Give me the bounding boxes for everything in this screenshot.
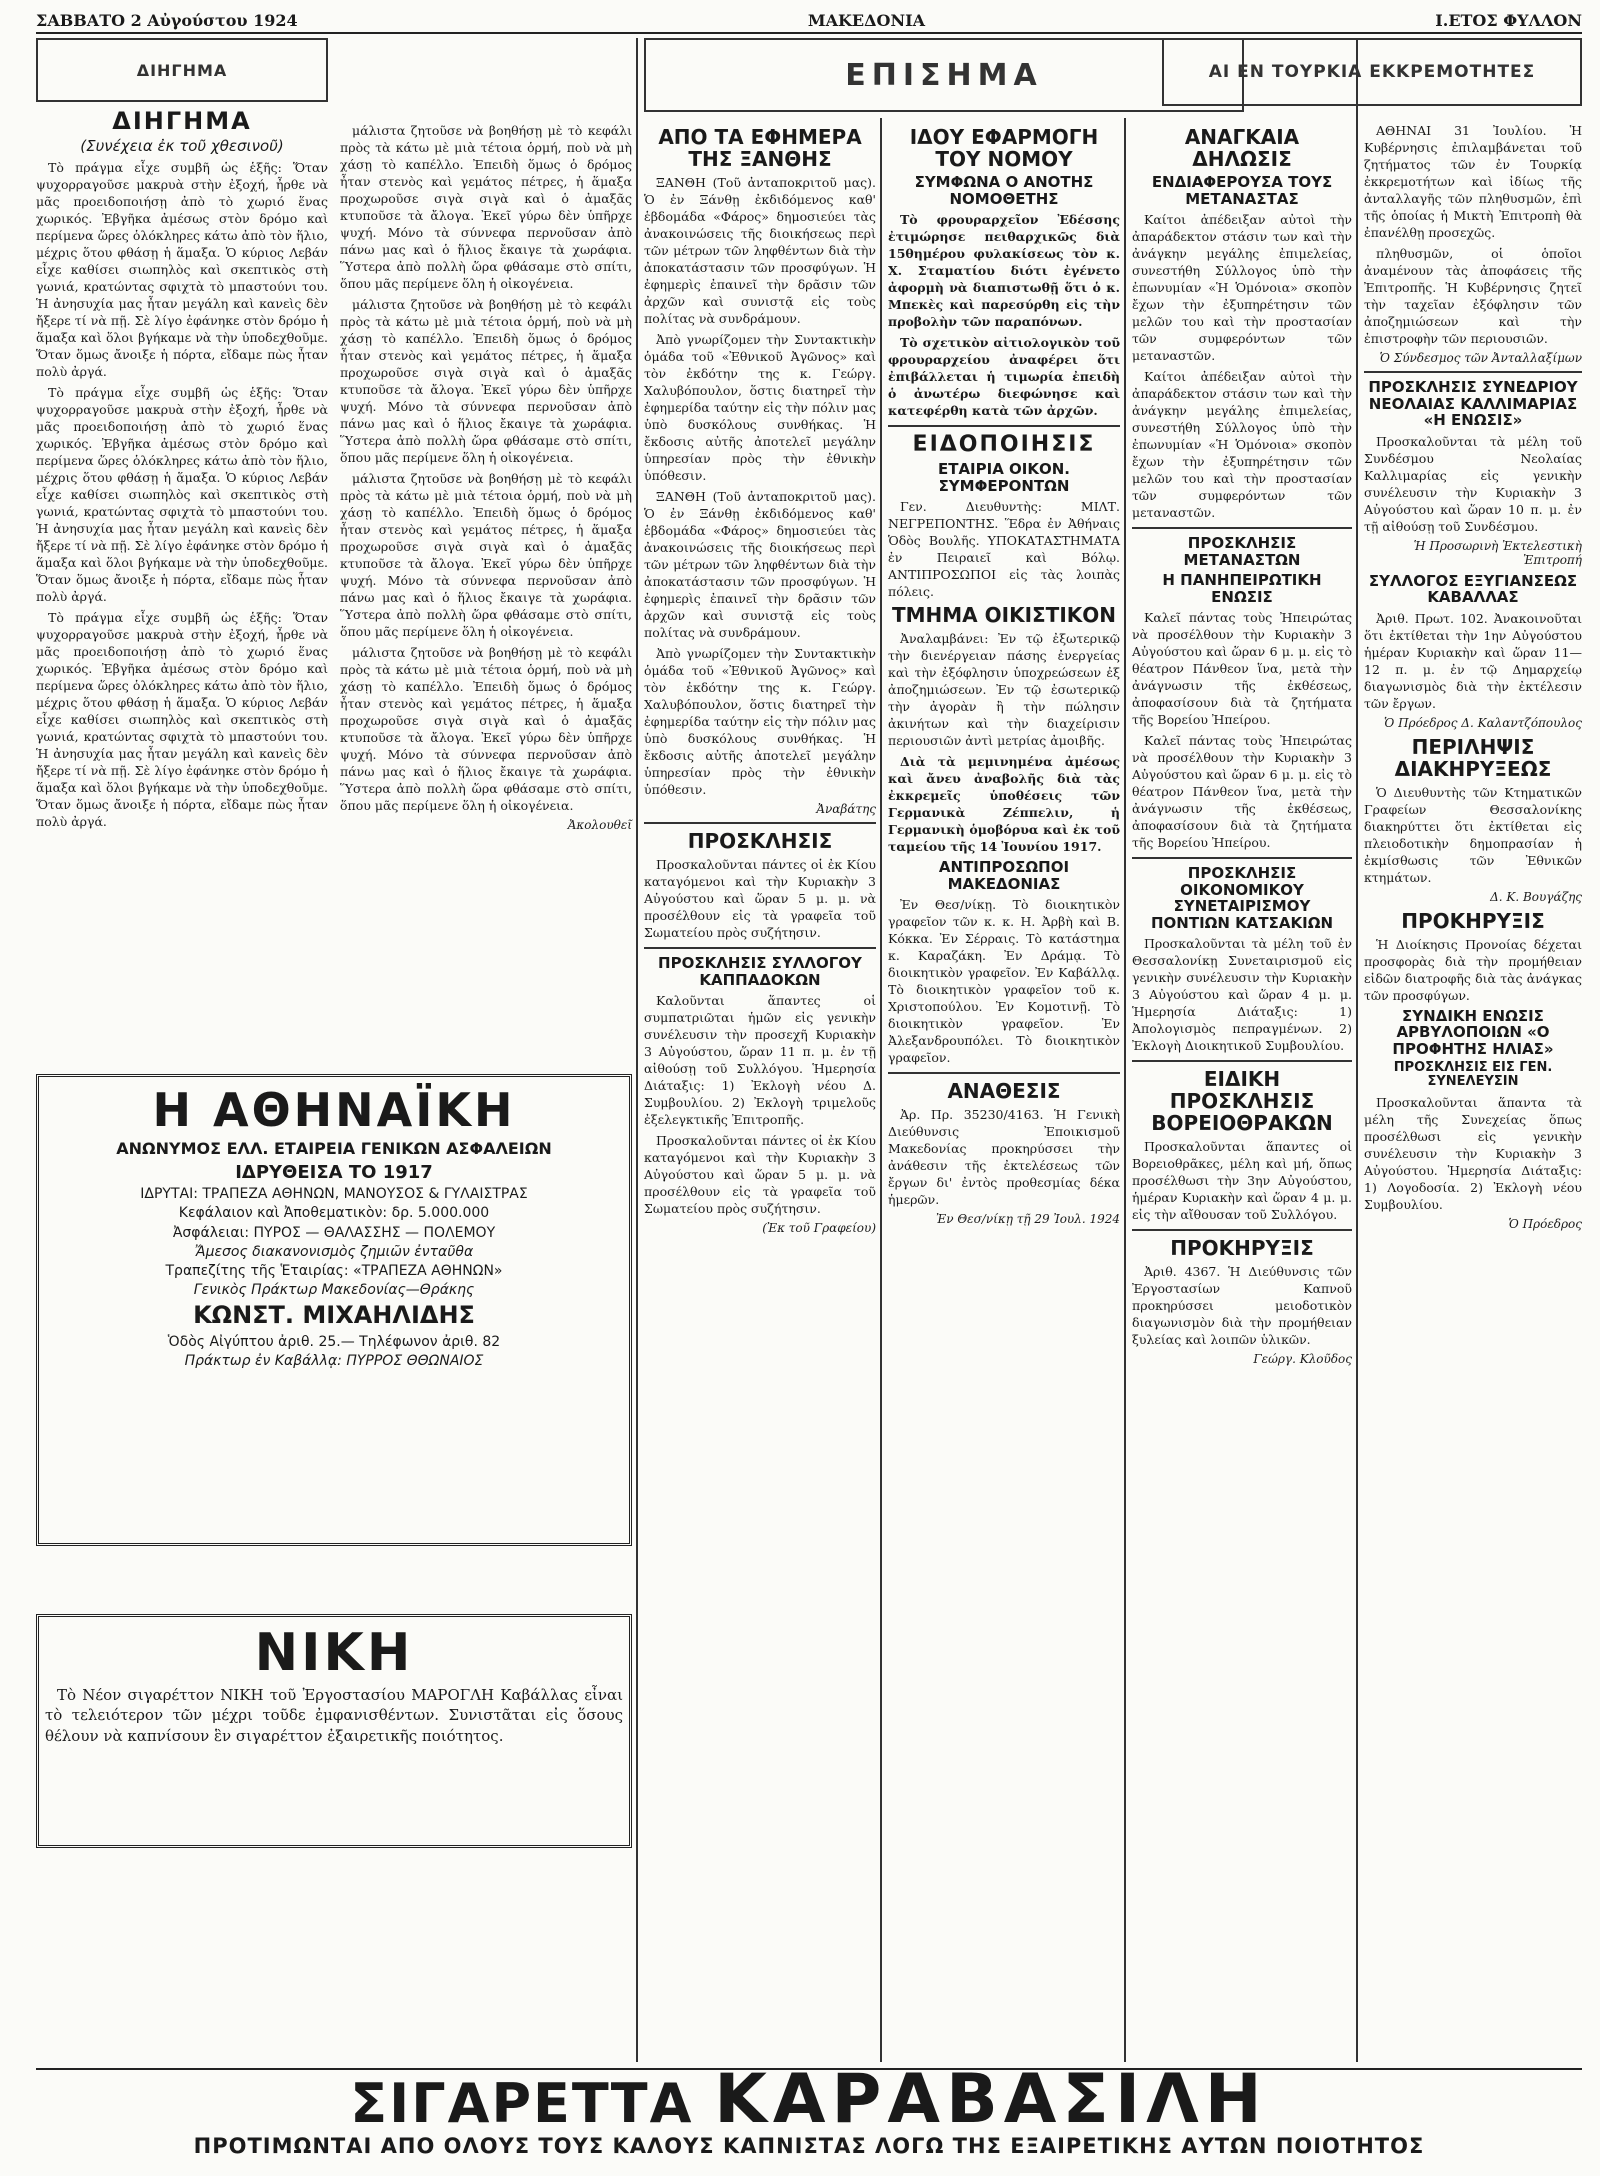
- column-rule: [1356, 38, 1358, 2062]
- story-text-c: Τὸ πράγμα εἶχε συμβῆ ὡς ἑξῆς: Ὅταν ψυχορραγοῦσε μακρυὰ στὴν ἐξοχή, ἦρθε νὰ μᾶς προειδοποιήσῃ ἀπὸ τὸ χωριό ἕνας χωρικός. Ἐβγῆκα ἀμέσως στὸν δρόμο καὶ περίμενα ὥρες ὁλόκληρες κάτω ἀπὸ τὸν ἥλιο, μέχρις ὅτου φθάσῃ ἡ ἅμαξα. Ὁ κύριος Λεβάν εἶχε καθίσει σιωπηλὸς καὶ σκεπτικὸς στὴ γωνιά, κρατώντας σφιχτὰ τὸ μπαστούνι του. Ἡ ἀνησυχία μας ἦταν μεγάλη καὶ κανεὶς δὲν ἤξερε τί νὰ πῇ. Σὲ λίγο ἐφάνηκε στὸν δρόμο ἡ ἅμαξα καὶ ὅλοι βγήκαμε νὰ τὴν ὑποδεχθοῦμε. Ὅταν ὅμως ἄνοιξε ἡ πόρτα, εἴδαμε πὼς ἦταν πολὺ ἀργά.: [36, 609, 328, 829]
- footer-headline: [36, 2060, 1582, 2139]
- paper-name: ΜΑΚΕΔΟΝΙΑ: [807, 10, 925, 30]
- turkey-text: ΑΘΗΝΑΙ 31 Ἰουλίου. Ἡ Κυβέρνησις ἐπιλαμβάνεται τοῦ ζητήματος τῶν ἐν Τουρκίᾳ ἐκκρεμοτήτων καὶ ἰδίως τῆς ἀνταλλαγῆς τῶν πληθυσμῶν, ἐπὶ τῆς ὁποίας ἡ Μικτὴ Ἐπιτροπὴ θὰ ἐπανέλθῃ προσεχῶς.: [1364, 123, 1582, 240]
- divider: [1132, 527, 1352, 529]
- statement-heading: ΑΝΑΓΚΑΙΑ ΔΗΛΩΣΙΣ: [1184, 125, 1300, 171]
- housing-text: Ἀναλαμβάνει: Ἐν τῷ ἐξωτερικῷ τὴν διενέργειαν πάσης ἐνεργείας καὶ τὴν ἐξόφλησιν ὑποχρεώσεων ἐξ ἀποζημιώσεων. Ἐν τῷ ἐσωτερικῷ τὴν ἀγορὰν ἢ τὴν πώλησιν ἀκινήτων καὶ τὴν διαχείρισιν περιουσιῶν ἀντὶ μετρίας ἀμοιβῆς.: [888, 631, 1120, 749]
- epirus-text-b: Καλεῖ πάντας τοὺς Ἠπειρώτας νὰ προσέλθουν τὴν Κυριακὴν 3 Αὐγούστου καὶ ὥραν 6 μ. μ. εἰς τὸ θέατρον Πάνθεον ἵνα, μετὰ τὴν ἀνάγνωσιν τῆς ἐκθέσεως, ἀποφασίσουν διὰ τὰ ζητήματα τῆς Βορείου Ἠπείρου.: [1132, 733, 1352, 850]
- provision-text: Ἡ Διοίκησις Προνοίας δέχεται προσφορὰς διὰ τὴν προμήθειαν εἰδῶν διατροφῆς διὰ τὰς ἀνάγκας τῶν προσφύγων.: [1364, 936, 1582, 1003]
- declaration-heading: ΠΕΡΙΛΗΨΙΣ ΔΙΑΚΗΡΥΞΕΩΣ: [1394, 734, 1552, 781]
- ad-athinaiki-capital: Κεφάλαιον καὶ Ἀποθεματικὸν: δρ. 5.000.000: [178, 1205, 490, 1222]
- shoemakers-subheading: ΠΡΟΣΚΛΗΣΙΣ ΕΙΣ ΓΕΝ. ΣΥΝΕΛΕΥΣΙΝ: [1393, 1060, 1553, 1090]
- kallimaria-heading: ΠΡΟΣΚΛΗΣΙΣ ΣΥΝΕΔΡΙΟΥ ΝΕΟΛΑΙΑΣ ΚΑΛΛΙΜΑΡΙΑΣ «Η ΕΝΩΣΙΣ»: [1368, 378, 1578, 429]
- law-heading: ΙΔΟΥ ΕΦΑΡΜΟΓΗ ΤΟΥ ΝΟΜΟΥ: [909, 125, 1099, 171]
- shoemakers-heading: ΣΥΝΔΙΚΗ ΕΝΩΣΙΣ ΑΡΒΥΛΟΠΟΙΩΝ «Ο ΠΡΟΦΗΤΗΣ ΗΛΙΑΣ»: [1392, 1006, 1554, 1058]
- epirus-text: Καλεῖ πάντας τοὺς Ἠπειρώτας νὰ προσέλθουν τὴν Κυριακὴν 3 Αὐγούστου καὶ ὥραν 6 μ. μ. εἰς τὸ θέατρον Πάνθεον ἵνα, μετὰ τὴν ἀνάγνωσιν τῆς ἐκθέσεως, ἀποφασίσουν διὰ τὰ ζητήματα τῆς Βορείου Ἠπείρου.: [1132, 610, 1352, 727]
- xanthi-heading: ΑΠΟ ΤΑ ΕΦΗΜΕΡΑ ΤΗΣ ΞΑΝΘΗΣ: [658, 125, 862, 171]
- invitation-text: Προσκαλοῦνται πάντες οἱ ἐκ Κίου καταγόμενοι καὶ τὴν Κυριακὴν 3 Αὐγούστου καὶ ὥραν 5 μ. μ. νὰ προσέλθουν εἰς τὰ γραφεῖα τοῦ Σωματείου πρὸς συζήτησιν.: [644, 857, 876, 940]
- notice-subheading: ΕΤΑΙΡΙΑ ΟΙΚΟΝ. ΣΥΜΦΕΡΟΝΤΩΝ: [937, 460, 1071, 495]
- story-text: Τὸ πράγμα εἶχε συμβῆ ὡς ἑξῆς: Ὅταν ψυχορραγοῦσε μακρυὰ στὴν ἐξοχή, ἦρθε νὰ μᾶς προειδοποιήσῃ ἀπὸ τὸ χωριό ἕνας χωρικός. Ἐβγῆκα ἀμέσως στὸν δρόμο καὶ περίμενα ὥρες ὁλόκληρες κάτω ἀπὸ τὸν ἥλιο, μέχρις ὅτου φθάσῃ ἡ ἅμαξα. Ὁ κύριος Λεβάν εἶχε καθίσει σιωπηλὸς καὶ σκεπτικὸς στὴ γωνιά, κρατώντας σφιχτὰ τὸ μπαστούνι του. Ἡ ἀνησυχία μας ἦταν μεγάλη καὶ κανεὶς δὲν ἤξερε τί νὰ πῇ. Σὲ λίγο ἐφάνηκε στὸν δρόμο ἡ ἅμαξα καὶ ὅλοι βγήκαμε νὰ τὴν ὑποδεχθοῦμε. Ὅταν ὅμως ἄνοιξε ἡ πόρτα, εἴδαμε πὼς ἦταν πολὺ ἀργά.: [36, 159, 328, 379]
- housing-heading: ΤΜΗΜΑ ΟΙΚΙΣΤΙΚΟΝ: [892, 603, 1116, 628]
- notice-text: Γεν. Διευθυντὴς: ΜΙΛΤ. ΝΕΓΡΕΠΟΝΤΗΣ. Ἕδρα ἐν Ἀθήναις Ὁδὸς Βουλῆς. ΥΠΟΚΑΤΑΣΤΗΜΑΤΑ ἐν Πειραιεῖ καὶ Βόλῳ. ΑΝΤΙΠΡΟΣΩΠΟΙ εἰς τὰς λοιπὰς πόλεις.: [888, 499, 1120, 600]
- divider: [1132, 1229, 1352, 1231]
- award-text: Ἀρ. Πρ. 35230/4163. Ἡ Γενικὴ Διεύθυνσις Ἐποικισμοῦ Μακεδονίας προκηρύσσει τὴν ἀνάθεσιν τῆς ἐκτελέσεως τῶν ἔργων δι' ἐντὸς προθεσμίας δέκα ἡμερῶν.: [888, 1107, 1120, 1208]
- xanthi-text: ΞΑΝΘΗ (Τοῦ ἀνταποκριτοῦ μας). Ὁ ἐν Ξάνθῃ ἐκδιδόμενος καθ' ἑβδομάδα «Φάρος» δημοσιεύει τὰς ἀνακοινώσεις τῆς διοικήσεως περὶ τῶν μέτρων τῶν ληφθέντων διὰ τὴν ἀποκατάστασιν τῶν προσφύγων. Ἡ ἐφημερὶς ἐπαινεῖ τὴν δρᾶσιν τῶν ἀρχῶν καὶ συνιστᾷ εἰς τοὺς πολίτας νὰ συνδράμουν.: [644, 175, 876, 326]
- story-col-b-spacer: [340, 38, 632, 122]
- ad-athinaiki-agent-title: Γενικὸς Πράκτωρ Μακεδονίας—Θράκης: [193, 1282, 475, 1299]
- turkey-banner: [1162, 38, 1582, 106]
- thracian-text: Προσκαλοῦνται ἅπαντες οἱ Βορειοθρᾶκες, μέλη καὶ μή, ὅπως προσέλθωσι τὴν 3ην Αὐγούστου, ἡμέραν Κυριακὴν καὶ ὥραν 4 μ. μ. εἰς τὴν αἴθουσαν τοῦ Συλλόγου.: [1132, 1139, 1352, 1222]
- ad-athinaiki-types: Ἀσφάλειαι: ΠΥΡΟΣ — ΘΑΛΑΣΣΗΣ — ΠΟΛΕΜΟΥ: [172, 1224, 496, 1241]
- xanthi-text-b: Ἀπὸ γνωρίζομεν τὴν Συντακτικὴν ὁμάδα τοῦ «Ἐθνικοῦ Ἀγῶνος» καὶ τὸν ἐκδότην της κ. Γεώργ. Χαλυβόπουλον, ὅστις διατηρεῖ τὴν ἐφημερίδα ταύτην εἰς τὴν πόλιν μας ὑπὸ δυσκόλους συνθήκας. Ἡ ἔκδοσις αὐτῆς ἀποτελεῖ μεγάλην ὑπηρεσίαν πρὸς τὴν ἐθνικὴν ὑπόθεσιν.: [644, 332, 876, 483]
- proclamation-signature: Γεώργ. Κλοῦδος: [1253, 1352, 1352, 1366]
- xanthi-text-d: Ἀπὸ γνωρίζομεν τὴν Συντακτικὴν ὁμάδα τοῦ «Ἐθνικοῦ Ἀγῶνος» καὶ τὸν ἐκδότην της κ. Γεώργ. Χαλυβόπουλον, ὅστις διατηρεῖ τὴν ἐφημερίδα ταύτην εἰς τὴν πόλιν μας ὑπὸ δυσκόλους συνθήκας. Ἡ ἔκδοσις αὐτῆς ἀποτελεῖ μεγάλην ὑπηρεσίαν πρὸς τὴν ἐθνικὴν ὑπόθεσιν.: [644, 646, 876, 797]
- story-section-title: ΔΙΗΓΗΜΑ: [112, 107, 252, 135]
- representatives-text: Ἐν Θεσ/νίκῃ. Τὸ διοικητικὸν γραφεῖον τῶν κ. κ. Η. Ἀρβὴ καὶ Β. Κόκκα. Ἐν Σέρραις. Τὸ κατάστημα κ. Καραζάκη. Ἐν Δράμᾳ. Τὸ διοικητικὸν γραφεῖον. Ἐν Καβάλλᾳ. Τὸ διοικητικὸν γραφεῖον τοῦ κ. Χριστοπούλου. Ἐν Κομοτινῇ. Τὸ διοικητικὸν γραφεῖον. Ἐν Ἀλεξανδρουπόλει. Τὸ διοικητικὸν γραφεῖον.: [888, 897, 1120, 1066]
- award-signature: Ἐν Θεσ/νίκῃ τῇ 29 Ἰουλ. 1924: [935, 1212, 1120, 1227]
- invitation-heading: ΠΡΟΣΚΛΗΣΙΣ: [687, 829, 833, 853]
- shoemakers-text: Προσκαλοῦνται ἅπαντα τὰ μέλη τῆς Συνεχείας ὅπως προσέλθωσι εἰς γενικὴν συνέλευσιν τὴν Κυριακὴν 3 Αὐγούστου. Ἡμερησία Διάταξις: 1) Λογοδοσία. 2) Ἐκλογὴ νέου Συμβουλίου.: [1364, 1094, 1582, 1212]
- kavala-text: Ἀριθ. Πρωτ. 102. Ἀνακοινοῦται ὅτι ἐκτίθεται τὴν 1ην Αὐγούστου ἡμέραν Κυριακὴν καὶ ὥραν 11—12 π. μ. ἐν τῷ Δημαρχείῳ διαγωνισμὸς διὰ τὴν ἐκτέλεσιν τῶν ἔργων.: [1364, 610, 1582, 711]
- column-rule: [1124, 118, 1126, 2062]
- proclamation-text: Ἀριθ. 4367. Ἡ Διεύθυνσις τῶν Ἐργοστασίων Καπνοῦ προκηρύσσει μειοδοτικὸν διαγωνισμὸν διὰ τὴν προμήθειαν ξυλείας καὶ λοιπῶν ὑλικῶν.: [1132, 1264, 1352, 1347]
- cappadocian-heading: ΠΡΟΣΚΛΗΣΙΣ ΣΥΛΛΟΓΟΥ ΚΑΠΠΑΔΟΚΩΝ: [658, 954, 862, 989]
- xanthi-signature: Ἀναβάτης: [816, 802, 876, 816]
- ad-niki-title: ΝΙΚΗ: [254, 1623, 414, 1683]
- xanthi-text-c: ΞΑΝΘΗ (Τοῦ ἀνταποκριτοῦ μας). Ὁ ἐν Ξάνθῃ ἐκδιδόμενος καθ' ἑβδομάδα «Φάρος» δημοσιεύει τὰς ἀνακοινώσεις τῆς διοικήσεως περὶ τῶν μέτρων τῶν ληφθέντων διὰ τὴν ἀποκατάστασιν τῶν προσφύγων. Ἡ ἐφημερὶς ἐπαινεῖ τὴν δρᾶσιν τῶν ἀρχῶν καὶ συνιστᾷ εἰς τοὺς πολίτας νὰ συνδράμουν.: [644, 489, 876, 640]
- statement-text-b: Καίτοι ἀπέδειξαν αὐτοὶ τὴν ἀπαράδεκτον στάσιν των καὶ τὴν ἀνάγκην μεγάλης ἐπιμελείας, συνεστήθη Σύλλογος ὑπὸ τὴν ἐπωνυμίαν «Ἡ Ὁμόνοια» σκοπὸν ἔχων τὴν ἐξυπηρέτησιν τῶν μελῶν του καὶ τὴν προστασίαν τῶν συμφερόντων τῶν μεταναστῶν.: [1132, 369, 1352, 520]
- column-4: [1132, 122, 1352, 2062]
- divider: [1364, 371, 1582, 373]
- story-column-b: [340, 38, 632, 1058]
- kallimaria-text: Προσκαλοῦνται τὰ μέλη τοῦ Συνδέσμου Νεολαίας Καλλιμαρίας εἰς γενικὴν συνέλευσιν τὴν Κυριακὴν 3 Αὐγούστου καὶ ὥραν 10 π. μ. ἐν τῇ αἰθούσῃ τοῦ Συνδέσμου.: [1364, 433, 1582, 534]
- story-text-b: Τὸ πράγμα εἶχε συμβῆ ὡς ἑξῆς: Ὅταν ψυχορραγοῦσε μακρυὰ στὴν ἐξοχή, ἦρθε νὰ μᾶς προειδοποιήσῃ ἀπὸ τὸ χωριό ἕνας χωρικός. Ἐβγῆκα ἀμέσως στὸν δρόμο καὶ περίμενα ὥρες ὁλόκληρες κάτω ἀπὸ τὸν ἥλιο, μέχρις ὅτου φθάσῃ ἡ ἅμαξα. Ὁ κύριος Λεβάν εἶχε καθίσει σιωπηλὸς καὶ σκεπτικὸς στὴ γωνιά, κρατώντας σφιχτὰ τὸ μπαστούνι του. Ἡ ἀνησυχία μας ἦταν μεγάλη καὶ κανεὶς δὲν ἤξερε τί νὰ πῇ. Σὲ λίγο ἐφάνηκε στὸν δρόμο ἡ ἅμαξα καὶ ὅλοι βγήκαμε νὰ τὴν ὑποδεχθοῦμε. Ὅταν ὅμως ἄνοιξε ἡ πόρτα, εἴδαμε πὼς ἦταν πολὺ ἀργά.: [36, 384, 328, 604]
- law-text: Τὸ φρουραρχεῖον Ἐδέσσης ἐτιμώρησε πειθαρχικῶς διὰ 15θημέρου φυλακίσεως τὸν κ. Χ. Σταματίου διότι ἐγένετο ἀφορμὴ νὰ διαπιστωθῇ ὅτι ὁ κ. Μπεκὲς καὶ παρεσύρθη εἰς τὴν προβολὴν τῶν παραπόνων.: [888, 212, 1120, 329]
- price-info: Ι.ΕΤΟΣ ΦΥΛΛΟΝ: [1435, 10, 1582, 30]
- story-cont-text-c: μάλιστα ζητοῦσε νὰ βοηθήσῃ μὲ τὸ κεφάλι πρὸς τὰ κάτω μὲ μιὰ τέτοια ὁρμή, ποὺ νὰ μὴ χάσῃ τὸ καπέλλο. Ἐπειδὴ ὅμως ὁ δρόμος ἦταν στενὸς καὶ γεμάτος πέτρες, ἡ ἅμαξα προχωροῦσε σιγὰ σιγὰ καὶ ὁ ἀμαξᾶς κτυποῦσε τὰ ἄλογα. Ἐκεῖ γύρω δὲν ὑπῆρχε ψυχή. Μόνο τὰ σύννεφα περνοῦσαν ἀπὸ πάνω μας καὶ ὁ ἥλιος ἔκαιγε τὰ χωράφια. Ὕστερα ἀπὸ πολλὴ ὥρα φθάσαμε στὸ σπίτι, ὅπου μᾶς περίμενε ὅλη ἡ οἰκογένεια.: [340, 471, 632, 639]
- ad-athinaiki-founded: ΙΔΡΥΘΕΙΣΑ ΤΟ 1917: [235, 1161, 433, 1183]
- column-3: [888, 122, 1120, 2062]
- epirus-subheading: Η ΠΑΝΗΠΕΙΡΩΤΙΚΗ ΕΝΩΣΙΣ: [1162, 571, 1322, 606]
- story-column-a: [36, 38, 328, 1058]
- pontian-heading: ΠΡΟΣΚΛΗΣΙΣ ΟΙΚΟΝΟΜΙΚΟΥ ΣΥΝΕΤΑΙΡΙΣΜΟΥ ΠΟΝΤΙΩΝ ΚΑΤΣΑΚΙΩΝ: [1150, 864, 1334, 932]
- ad-athinaiki-address: Ὁδὸς Αἰγύπτου ἀριθ. 25.— Τηλέφωνον ἀριθ. 82: [167, 1333, 501, 1350]
- divider: [888, 1072, 1120, 1074]
- story-continues: Ἀκολουθεῖ: [567, 818, 632, 832]
- masthead-bar: [36, 8, 1582, 34]
- ad-niki-text: Τὸ Νέον σιγαρέττον ΝΙΚΗ τοῦ Ἐργοστασίου ΜΑΡΟΓΛΗ Καβάλλας εἶναι τὸ τελειότερον τῶν μέχρι τοῦδε ἐμφανισθέντων. Συνιστᾶται εἰς ὅσους θέλουν νὰ καπνίσουν ἓν σιγαρέττον ἐξαιρετικῆς ποιότητος.: [45, 1686, 623, 1745]
- divider: [644, 822, 876, 824]
- law-text-b: Τὸ σχετικὸν αἰτιολογικὸν τοῦ φρουραρχείου ἀναφέρει ὅτι ἐπιβάλλεται ἡ τιμωρία ἐπειδὴ ὁ ἀνωτέρω διεφώνησε καὶ κατεφέρθη κατὰ τῶν ἀρχῶν.: [888, 335, 1120, 418]
- ad-athinaiki-bank: Τραπεζίτης τῆς Ἑταιρίας: «ΤΡΑΠΕΖΑ ΑΘΗΝΩΝ»: [165, 1262, 503, 1279]
- declaration-signature: Δ. Κ. Βουγάζης: [1490, 889, 1582, 904]
- official-banner: [644, 38, 1244, 112]
- pontian-text: Προσκαλοῦνται τὰ μέλη τοῦ ἐν Θεσσαλονίκῃ Συνεταιρισμοῦ εἰς γενικὴν συνέλευσιν τὴν Κυριακὴν 3 Αὐγούστου καὶ ὥραν 4 μ. μ. Ἡμερησία Διάταξις: 1) Ἀπολογισμὸς πεπραγμένων. 2) Ἐκλογὴ Διοικητικοῦ Συμβουλίου.: [1132, 936, 1352, 1053]
- declaration-text: Ὁ Διευθυντὴς τῶν Κτηματικῶν Γραφείων Θεσσαλονίκης διακηρύττει ὅτι ἐκτίθεται εἰς πλειοδοτικὴν δημοπρασίαν ἡ ἐκμίσθωσις τῶν Ἐθνικῶν κτημάτων.: [1364, 784, 1582, 885]
- notice-heading: ΕΙΔΟΠΟΙΗΣΙΣ: [912, 432, 1096, 457]
- divider: [1132, 1060, 1352, 1062]
- ad-athinaiki: [36, 1068, 632, 1548]
- ad-athinaiki-claims: Ἄμεσος διακανονισμὸς ζημιῶν ἐνταῦθα: [194, 1243, 474, 1260]
- footer-brand: ΚΑΡΑΒΑΣΙΛΗ: [714, 2060, 1268, 2139]
- thracian-heading: ΕΙΔΙΚΗ ΠΡΟΣΚΛΗΣΙΣ ΒΟΡΕΙΟΘΡΑΚΩΝ: [1151, 1067, 1333, 1135]
- footer-tagline: ΠΡΟΤΙΜΩΝΤΑΙ ΑΠΟ ΟΛΟΥΣ ΤΟΥΣ ΚΑΛΟΥΣ ΚΑΠΝΙΣΤΑΣ ΛΟΓΩ ΤΗΣ ΕΞΑΙΡΕΤΙΚΗΣ ΑΥΤΩΝ ΠΟΙΟΤΗΤΟΣ: [193, 2134, 1425, 2158]
- statement-subheading: ΕΝΔΙΑΦΕΡΟΥΣΑ ΤΟΥΣ ΜΕΤΑΝΑΣΤΑΣ: [1151, 173, 1333, 208]
- divider: [644, 947, 876, 949]
- story-cont-text-d: μάλιστα ζητοῦσε νὰ βοηθήσῃ μὲ τὸ κεφάλι πρὸς τὰ κάτω μὲ μιὰ τέτοια ὁρμή, ποὺ νὰ μὴ χάσῃ τὸ καπέλλο. Ἐπειδὴ ὅμως ὁ δρόμος ἦταν στενὸς καὶ γεμάτος πέτρες, ἡ ἅμαξα προχωροῦσε σιγὰ σιγὰ καὶ ὁ ἀμαξᾶς κτυποῦσε τὰ ἄλογα. Ἐκεῖ γύρω δὲν ὑπῆρχε ψυχή. Μόνο τὰ σύννεφα περνοῦσαν ἀπὸ πάνω μας καὶ ὁ ἥλιος ἔκαιγε τὰ χωράφια. Ὕστερα ἀπὸ πολλὴ ὥρα φθάσαμε στὸ σπίτι, ὅπου μᾶς περίμενε ὅλη ἡ οἰκογένεια.: [340, 645, 632, 813]
- cappadocian-text-b: Προσκαλοῦνται πάντες οἱ ἐκ Κίου καταγόμενοι καὶ τὴν Κυριακὴν 3 Αὐγούστου καὶ ὥραν 5 μ. μ. νὰ προσέλθουν εἰς τὰ γραφεῖα τοῦ Σωματείου πρὸς συζήτησιν.: [644, 1133, 876, 1216]
- law-subheading: ΣΥΜΦΩΝΑ Ο ΑΝΟΤΗΣ ΝΟΜΟΘΕΤΗΣ: [914, 173, 1094, 208]
- divider: [888, 425, 1120, 427]
- story-cont-text-b: μάλιστα ζητοῦσε νὰ βοηθήσῃ μὲ τὸ κεφάλι πρὸς τὰ κάτω μὲ μιὰ τέτοια ὁρμή, ποὺ νὰ μὴ χάσῃ τὸ καπέλλο. Ἐπειδὴ ὅμως ὁ δρόμος ἦταν στενὸς καὶ γεμάτος πέτρες, ἡ ἅμαξα προχωροῦσε σιγὰ σιγὰ καὶ ὁ ἀμαξᾶς κτυποῦσε τὰ ἄλογα. Ἐκεῖ γύρω δὲν ὑπῆρχε ψυχή. Μόνο τὰ σύννεφα περνοῦσαν ἀπὸ πάνω μας καὶ ὁ ἥλιος ἔκαιγε τὰ χωράφια. Ὕστερα ἀπὸ πολλὴ ὥρα φθάσαμε στὸ σπίτι, ὅπου μᾶς περίμενε ὅλη ἡ οἰκογένεια.: [340, 297, 632, 465]
- ad-athinaiki-kavala: Πράκτωρ ἐν Καβάλλᾳ: ΠΥΡΡΟΣ ΘΘΩΝΑΙΟΣ: [184, 1352, 484, 1369]
- cappadocian-signature: (Ἐκ τοῦ Γραφείου): [762, 1221, 876, 1235]
- epirus-heading: ΠΡΟΣΚΛΗΣΙΣ ΜΕΤΑΝΑΣΤΩΝ: [1183, 534, 1301, 569]
- turkey-signature: Ὁ Σύνδεσμος τῶν Ἀνταλλαξίμων: [1379, 351, 1582, 365]
- column-rule: [880, 118, 882, 2062]
- divider: [1132, 857, 1352, 859]
- kavala-signature: Ὁ Πρόεδρος Δ. Καλαντζόπουλος: [1383, 715, 1582, 730]
- column-5: [1364, 122, 1582, 2062]
- official-banner-label: ΕΠΙΣΗΜΑ: [845, 57, 1043, 93]
- cappadocian-text: Καλοῦνται ἅπαντες οἱ συμπατριῶται ἡμῶν εἰς γενικὴν συνέλευσιν τὴν προσεχῆ Κυριακὴν 3 Αὐγούστου, ὥραν 11 π. μ. ἐν τῇ αἰθούσῃ τοῦ Συλλόγου. Ἡμερησία Διάταξις: 1) Ἐκλογὴ νέου Δ. Συμβουλίου. 2) Ἐκλογὴ τριμελοῦς ἐξελεγκτικῆς Ἐπιτροπῆς.: [644, 993, 876, 1127]
- story-banner: [36, 38, 328, 102]
- statement-text: Καίτοι ἀπέδειξαν αὐτοὶ τὴν ἀπαράδεκτον στάσιν των καὶ τὴν ἀνάγκην μεγάλης ἐπιμελείας, συνεστήθη Σύλλογος ὑπὸ τὴν ἐπωνυμίαν «Ἡ Ὁμόνοια» σκοπὸν ἔχων τὴν ἐξυπηρέτησιν τῶν μελῶν του καὶ τὴν προστασίαν τῶν συμφερόντων τῶν μεταναστῶν.: [1132, 212, 1352, 363]
- turkey-text-b: πληθυσμῶν, οἱ ὁποῖοι ἀναμένουν τὰς ἀποφάσεις τῆς Ἐπιτροπῆς. Ἡ Κυβέρνησις ζητεῖ τὴν ταχεῖαν ἐξόφλησιν τῶν ἀποζημιώσεων καὶ τὴν ἐπιστροφὴν τῶν περιουσιῶν.: [1364, 246, 1582, 346]
- footer-cigarette-word: ΣΙΓΑΡΕΤΤΑ: [350, 2072, 694, 2135]
- ad-athinaiki-sub: ΑΝΩΝΥΜΟΣ ΕΛΛ. ΕΤΑΙΡΕΙΑ ΓΕΝΙΚΩΝ ΑΣΦΑΛΕΙΩΝ: [116, 1139, 552, 1158]
- ad-niki: [36, 1608, 632, 1848]
- ad-athinaiki-founders: ΙΔΡΥΤΑΙ: ΤΡΑΠΕΖΑ ΑΘΗΝΩΝ, ΜΑΝΟΥΣΟΣ & ΓΥΛΑΙΣΤΡΑΣ: [140, 1186, 528, 1203]
- proclamation-heading: ΠΡΟΚΗΡΥΞΙΣ: [1170, 1236, 1314, 1260]
- ad-athinaiki-title: Η ΑΘΗΝΑΪΚΗ: [152, 1083, 516, 1137]
- ad-athinaiki-agent: ΚΩΝΣΤ. ΜΙΧΑΗΛΙΔΗΣ: [193, 1301, 475, 1330]
- footer-advert: [36, 2060, 1582, 2170]
- issue-date: ΣΑΒΒΑΤΟ 2 Αὐγούστου 1924: [36, 10, 298, 30]
- column-rule: [636, 38, 638, 2062]
- turkey-banner-label: ΑΙ ΕΝ ΤΟΥΡΚΙΑ ΕΚΚΡΕΜΟΤΗΤΕΣ: [1208, 62, 1536, 82]
- story-cont-text: μάλιστα ζητοῦσε νὰ βοηθήσῃ μὲ τὸ κεφάλι πρὸς τὰ κάτω μὲ μιὰ τέτοια ὁρμή, ποὺ νὰ μὴ χάσῃ τὸ καπέλλο. Ἐπειδὴ ὅμως ὁ δρόμος ἦταν στενὸς καὶ γεμάτος πέτρες, ἡ ἅμαξα προχωροῦσε σιγὰ σιγὰ καὶ ὁ ἀμαξᾶς κτυποῦσε τὰ ἄλογα. Ἐκεῖ γύρω δὲν ὑπῆρχε ψυχή. Μόνο τὰ σύννεφα περνοῦσαν ἀπὸ πάνω μας καὶ ὁ ἥλιος ἔκαιγε τὰ χωράφια. Ὕστερα ἀπὸ πολλὴ ὥρα φθάσαμε στὸ σπίτι, ὅπου μᾶς περίμενε ὅλη ἡ οἰκογένεια.: [340, 123, 632, 291]
- provision-heading: ΠΡΟΚΗΡΥΞΙΣ: [1401, 908, 1545, 933]
- story-continued: (Συνέχεια ἐκ τοῦ χθεσινοῦ): [80, 137, 284, 156]
- award-heading: ΑΝΑΘΕΣΙΣ: [947, 1079, 1061, 1104]
- housing-text-b: Διὰ τὰ μεμινημένα ἀμέσως καὶ ἄνευ ἀναβολῆς διὰ τὰς ἐκκρεμεῖς ὑποθέσεις τῶν Γερμανικὰ Ζέππελιν, ἡ Γερμανικὴ ὁμοβόρυα καὶ ἐκ τοῦ ταμείου τῆς 14 Ἰουνίου 1917.: [888, 754, 1120, 855]
- representatives-heading: ΑΝΤΙΠΡΟΣΩΠΟΙ ΜΑΚΕΔΟΝΙΑΣ: [938, 858, 1070, 893]
- kallimaria-signature: Ἡ Προσωρινὴ Ἐκτελεστικὴ Ἐπιτροπή: [1413, 538, 1582, 567]
- newspaper-page: [36, 8, 1582, 2168]
- kavala-heading: ΣΥΛΛΟΓΟΣ ΕΞΥΓΙΑΝΣΕΩΣ ΚΑΒΑΛΛΑΣ: [1368, 571, 1578, 606]
- shoemakers-signature: Ὁ Πρόεδρος: [1508, 1216, 1582, 1231]
- story-banner-label: ΔΙΗΓΗΜΑ: [136, 60, 228, 80]
- turkey-banner-wrap: [1162, 38, 1582, 118]
